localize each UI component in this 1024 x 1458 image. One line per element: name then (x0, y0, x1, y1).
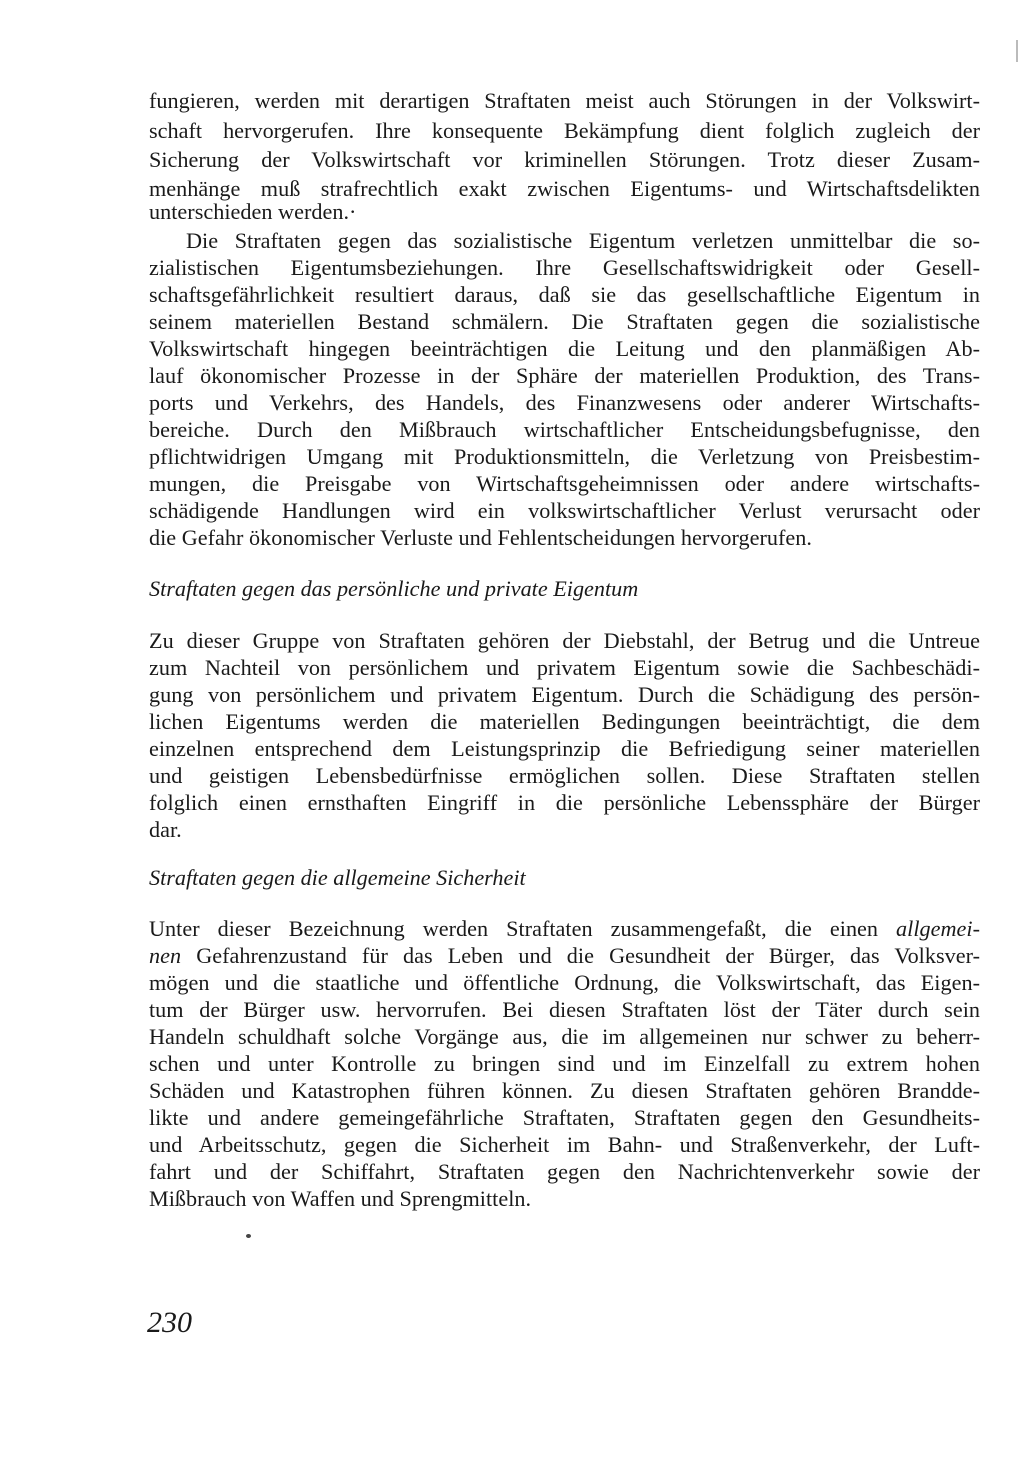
section-heading: Straftaten gegen die allgemeine Sicherheit (149, 865, 526, 890)
text-line: unterschieden werden.· (149, 199, 357, 224)
text-line: mungen, die Preisgabe von Wirtschaftsgeheimnissen oder andere wirtschafts- (149, 471, 980, 496)
text-line: Handeln schuldhaft solche Vorgänge aus, die im allgemeinen nur schwer zu beherr- (149, 1024, 980, 1049)
text-line: ports und Verkehrs, des Handels, des Finanzwesens oder anderer Wirtschafts- (149, 390, 980, 415)
text-line: und geistigen Lebensbedürfnisse ermöglichen sollen. Diese Straftaten stellen (149, 763, 980, 788)
ink-speck (246, 1234, 251, 1238)
text-line: schaftsgefährlichkeit resultiert daraus, daß sie das gesellschaftliche Eigentum in (149, 282, 980, 307)
text-line: fungieren, werden mit derartigen Straftaten meist auch Störungen in der Volkswirt- (149, 88, 980, 113)
text-line: likte und andere gemeingefährliche Straftaten, Straftaten gegen den Gesundheits- (149, 1105, 980, 1130)
text-line: dar. (149, 817, 182, 842)
text-span: Gefahrenzustand für das Leben und die Gesundheit der Bürger, das Volksver- (181, 943, 980, 968)
text-line: gung von persönlichem und privatem Eigentum. Durch die Schädigung des persön- (149, 682, 980, 707)
text-line: schaft hervorgerufen. Ihre konsequente Bekämpfung dient folglich zugleich der (149, 118, 980, 143)
text-line: schädigende Handlungen wird ein volkswirtschaftlicher Verlust verursacht oder (149, 498, 980, 523)
text-line: Mißbrauch von Waffen und Sprengmitteln. (149, 1186, 532, 1211)
text-line: Schäden und Katastrophen führen können. Zu diesen Straftaten gehören Brandde- (149, 1078, 980, 1103)
text-line: einzelnen entsprechend dem Leistungsprinzip die Befriedigung seiner materiellen (149, 736, 980, 761)
text-line: lichen Eigentums werden die materiellen Bedingungen beeinträchtigt, die dem (149, 709, 980, 734)
text-span: Unter dieser Bezeichnung werden Straftaten zusammengefaßt, die einen (149, 916, 897, 941)
text-line: Zu dieser Gruppe von Straftaten gehören der Diebstahl, der Betrug und die Untreue (149, 628, 980, 653)
page-number: 230 (147, 1306, 192, 1339)
emphasis-text: allgemei- (896, 916, 980, 941)
text-line: die Gefahr ökonomischer Verluste und Fehlentscheidungen hervorgerufen. (149, 525, 812, 550)
text-line: mögen und die staatliche und öffentliche Ordnung, die Volkswirtschaft, das Eigen- (149, 970, 980, 995)
section-heading: Straftaten gegen das persönliche und private Eigentum (149, 576, 639, 601)
emphasis-text: nen (149, 943, 182, 968)
text-line (149, 941, 980, 971)
text-line: zum Nachteil von persönlichem und privatem Eigentum sowie die Sachbeschädi- (149, 655, 980, 680)
text-line: tum der Bürger usw. hervorrufen. Bei diesen Straftaten löst der Täter durch sein (149, 997, 980, 1022)
text-line: bereiche. Durch den Mißbrauch wirtschaftlicher Entscheidungsbefugnisse, den (149, 417, 980, 442)
text-line: lauf ökonomischer Prozesse in der Sphäre der materiellen Produktion, des Trans- (149, 363, 980, 388)
text-line: pflichtwidrigen Umgang mit Produktionsmitteln, die Verletzung von Preisbestim- (149, 444, 980, 469)
text-line: folglich einen ernsthaften Eingriff in die persönliche Lebenssphäre der Bürger (149, 790, 980, 815)
text-line: Volkswirtschaft hingegen beeinträchtigen die Leitung und den planmäßigen Ab- (149, 336, 980, 361)
text-line: schen und unter Kontrolle zu bringen sind und im Einzelfall zu extrem hohen (149, 1051, 980, 1076)
text-line: Die Straftaten gegen das sozialistische Eigentum verletzen unmittelbar die so- (186, 228, 980, 253)
text-line: seinem materiellen Bestand schmälern. Die Straftaten gegen die sozialistische (149, 309, 980, 334)
text-line: menhänge muß strafrechtlich exakt zwischen Eigentums- und Wirtschaftsdelikten (149, 176, 980, 201)
text-line: und Arbeitsschutz, gegen die Sicherheit im Bahn- und Straßenverkehr, der Luft- (149, 1132, 980, 1157)
text-line (149, 914, 980, 944)
scan-edge-mark (1016, 40, 1018, 62)
text-line: zialistischen Eigentumsbeziehungen. Ihre Gesellschaftswidrigkeit oder Gesell- (149, 255, 980, 280)
text-line: Sicherung der Volkswirtschaft vor kriminellen Störungen. Trotz dieser Zusam- (149, 147, 980, 172)
text-line: fahrt und der Schiffahrt, Straftaten gegen den Nachrichtenverkehr sowie der (149, 1159, 980, 1184)
